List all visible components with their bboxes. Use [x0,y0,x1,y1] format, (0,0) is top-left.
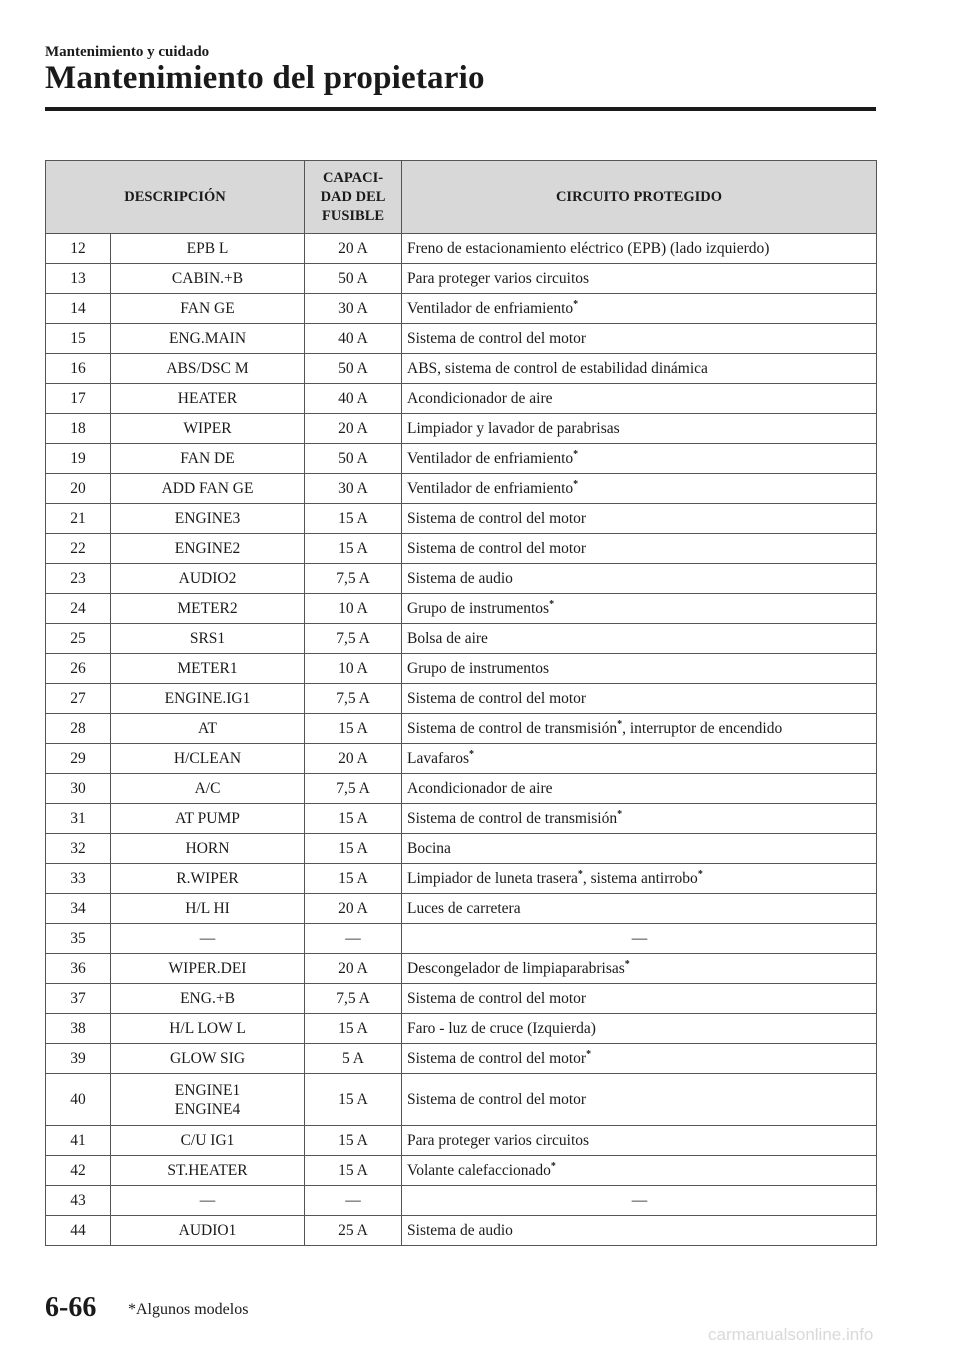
table-row [46,744,877,774]
fuse-capacity-cell: 7,5 A [305,774,402,804]
fuse-description-cell: WIPER [111,414,305,444]
fuse-description-cell: ENG.+B [111,984,305,1014]
circuit-text: Luces de carretera [407,900,521,917]
fuse-description-cell: ENGINE3 [111,504,305,534]
some-models-asterisk: * [624,959,630,970]
table-row [46,264,877,294]
fuse-capacity-cell: 15 A [305,714,402,744]
table-row [46,1014,877,1044]
fuse-capacity-cell: 30 A [305,294,402,324]
circuit-text: Sistema de control de transmisión [407,810,618,827]
fuse-capacity-cell: 15 A [305,864,402,894]
footnote: *Algunos modelos [128,1301,249,1318]
protected-circuit-cell [402,954,877,984]
fuse-number-cell: 35 [46,924,111,954]
fuse-number-cell: 30 [46,774,111,804]
fuse-capacity-cell: 10 A [305,594,402,624]
fuse-capacity-cell: 50 A [305,264,402,294]
fuse-number-cell: 21 [46,504,111,534]
fuse-capacity-cell: 15 A [305,804,402,834]
fuse-description-cell: C/U IG1 [111,1126,305,1156]
protected-circuit-cell [402,594,877,624]
table-row [46,924,877,954]
fuse-number-cell: 37 [46,984,111,1014]
fuse-number-cell: 24 [46,594,111,624]
page-title: Mantenimiento del propietario [45,60,485,96]
fuse-number-cell: 12 [46,234,111,264]
protected-circuit-cell [402,804,877,834]
circuit-text: Sistema de control del motor [407,1091,587,1108]
circuit-text: Limpiador de luneta trasera [407,870,578,887]
protected-circuit-cell [402,1186,877,1216]
fuse-number-cell: 26 [46,654,111,684]
protected-circuit-cell [402,1044,877,1074]
fuse-description-cell: AT [111,714,305,744]
fuse-description-cell: ENG.MAIN [111,324,305,354]
fuse-capacity-cell: 20 A [305,234,402,264]
some-models-asterisk: * [617,809,623,820]
fuse-description-cell: ENGINE2 [111,534,305,564]
protected-circuit-cell [402,354,877,384]
protected-circuit-cell [402,534,877,564]
some-models-asterisk: * [697,869,703,880]
table-row [46,1156,877,1186]
table-row [46,534,877,564]
table-row [46,624,877,654]
table-row [46,294,877,324]
fuse-number-cell: 40 [46,1074,111,1126]
protected-circuit-cell [402,414,877,444]
column-header-protected-circuit: CIRCUITO PROTEGIDO [402,161,877,234]
fuse-description-cell: ENGINE1 ENGINE4 [111,1074,305,1126]
column-header-description: DESCRIPCIÓN [46,161,305,234]
protected-circuit-cell [402,1074,877,1126]
protected-circuit-cell [402,264,877,294]
fuse-description-cell: ABS/DSC M [111,354,305,384]
table-row [46,684,877,714]
protected-circuit-cell [402,654,877,684]
table-row [46,234,877,264]
table-row [46,954,877,984]
table-row [46,834,877,864]
table-row [46,564,877,594]
some-models-asterisk: * [468,749,474,760]
protected-circuit-cell [402,474,877,504]
fuse-number-cell: 33 [46,864,111,894]
circuit-text: Ventilador de enfriamiento [407,480,574,497]
fuse-number-cell: 15 [46,324,111,354]
protected-circuit-cell [402,984,877,1014]
fuse-table [45,160,877,1246]
fuse-capacity-cell: 25 A [305,1216,402,1246]
table-row [46,774,877,804]
circuit-text: , interruptor de encendido [622,720,783,737]
protected-circuit-cell [402,834,877,864]
some-models-asterisk: * [586,1049,592,1060]
table-row [46,354,877,384]
protected-circuit-cell [402,564,877,594]
fuse-capacity-cell: 20 A [305,414,402,444]
fuse-capacity-cell: 7,5 A [305,564,402,594]
fuse-description-cell: GLOW SIG [111,1044,305,1074]
fuse-number-cell: 19 [46,444,111,474]
fuse-number-cell: 22 [46,534,111,564]
circuit-text: — [631,1192,648,1209]
fuse-description-cell: — [111,924,305,954]
protected-circuit-cell [402,714,877,744]
table-row [46,714,877,744]
fuse-description-cell: ADD FAN GE [111,474,305,504]
fuse-description-cell: METER1 [111,654,305,684]
circuit-text: Freno de estacionamiento eléctrico (EPB) (lado izquierdo) [407,240,770,257]
table-row [46,654,877,684]
fuse-description-cell: SRS1 [111,624,305,654]
fuse-description-cell: HORN [111,834,305,864]
fuse-capacity-cell: 50 A [305,444,402,474]
table-row [46,804,877,834]
watermark: carmanualsonline.info [708,1325,874,1344]
fuse-capacity-cell: 15 A [305,504,402,534]
protected-circuit-cell [402,384,877,414]
fuse-capacity-cell: 5 A [305,1044,402,1074]
fuse-description-cell: — [111,1186,305,1216]
fuse-capacity-cell: 40 A [305,384,402,414]
fuse-description-cell: FAN GE [111,294,305,324]
circuit-text: Sistema de control de transmisión [407,720,618,737]
protected-circuit-cell [402,774,877,804]
circuit-text: Sistema de control del motor [407,690,587,707]
fuse-description-cell: H/L HI [111,894,305,924]
circuit-text: Ventilador de enfriamiento [407,450,574,467]
some-models-asterisk: * [573,449,579,460]
circuit-text: — [631,930,648,947]
protected-circuit-cell [402,1216,877,1246]
protected-circuit-cell [402,1126,877,1156]
fuse-capacity-cell: 15 A [305,1126,402,1156]
fuse-capacity-cell: 20 A [305,954,402,984]
fuse-capacity-cell: 10 A [305,654,402,684]
fuse-number-cell: 29 [46,744,111,774]
fuse-number-cell: 28 [46,714,111,744]
fuse-capacity-cell: 15 A [305,534,402,564]
circuit-text: Volante calefaccionado [407,1162,551,1179]
some-models-asterisk: * [550,1161,556,1172]
fuse-description-cell: AT PUMP [111,804,305,834]
fuse-capacity-cell: 50 A [305,354,402,384]
table-row [46,594,877,624]
fuse-capacity-cell: 40 A [305,324,402,354]
table-row [46,864,877,894]
table-row [46,1216,877,1246]
circuit-text: Ventilador de enfriamiento [407,300,574,317]
protected-circuit-cell [402,624,877,654]
fuse-number-cell: 32 [46,834,111,864]
fuse-number-cell: 38 [46,1014,111,1044]
some-models-asterisk: * [577,869,583,880]
table-row [46,1074,877,1126]
circuit-text: Para proteger varios circuitos [407,270,590,287]
circuit-text: , sistema antirrobo [582,870,698,887]
circuit-text: Sistema de control del motor [407,510,587,527]
column-header-fuse-capacity: CAPACI- DAD DEL FUSIBLE [305,161,402,234]
fuse-capacity-cell: 15 A [305,1074,402,1126]
fuse-description-cell: METER2 [111,594,305,624]
table-row [46,894,877,924]
fuse-number-cell: 41 [46,1126,111,1156]
protected-circuit-cell [402,504,877,534]
fuse-capacity-cell: 20 A [305,894,402,924]
section-label: Mantenimiento y cuidado [45,44,210,60]
table-header-row [46,161,877,234]
fuse-number-cell: 17 [46,384,111,414]
circuit-text: Sistema de control del motor [407,330,587,347]
table-row [46,1186,877,1216]
fuse-number-cell: 25 [46,624,111,654]
circuit-text: Sistema de control del motor [407,990,587,1007]
circuit-text: Sistema de control del motor [407,540,587,557]
fuse-capacity-cell: 20 A [305,744,402,774]
fuse-capacity-cell: 7,5 A [305,984,402,1014]
circuit-text: Grupo de instrumentos [407,660,550,677]
fuse-number-cell: 42 [46,1156,111,1186]
fuse-description-cell: H/CLEAN [111,744,305,774]
fuse-description-cell: ENGINE.IG1 [111,684,305,714]
some-models-asterisk: * [549,599,555,610]
fuse-number-cell: 39 [46,1044,111,1074]
fuse-number-cell: 44 [46,1216,111,1246]
fuse-number-cell: 27 [46,684,111,714]
fuse-number-cell: 13 [46,264,111,294]
fuse-number-cell: 34 [46,894,111,924]
fuse-description-cell: EPB L [111,234,305,264]
fuse-capacity-cell: 15 A [305,834,402,864]
table-row [46,1126,877,1156]
table-row [46,504,877,534]
fuse-number-cell: 20 [46,474,111,504]
fuse-number-cell: 43 [46,1186,111,1216]
fuse-description-cell: AUDIO2 [111,564,305,594]
fuse-capacity-cell: 15 A [305,1014,402,1044]
fuse-description-cell: H/L LOW L [111,1014,305,1044]
table-body [46,234,877,1246]
circuit-text: Lavafaros [407,750,469,767]
protected-circuit-cell [402,294,877,324]
fuse-number-cell: 31 [46,804,111,834]
circuit-text: Sistema de control del motor [407,1050,587,1067]
fuse-description-cell: R.WIPER [111,864,305,894]
circuit-text: Acondicionador de aire [407,780,553,797]
table-row [46,324,877,354]
circuit-text: Sistema de audio [407,1222,513,1239]
title-rule [45,107,876,111]
fuse-description-cell: AUDIO1 [111,1216,305,1246]
circuit-text: Limpiador y lavador de parabrisas [407,420,620,437]
fuse-description-cell: HEATER [111,384,305,414]
circuit-text: Descongelador de limpiaparabrisas [407,960,625,977]
fuse-description-cell: CABIN.+B [111,264,305,294]
circuit-text: Para proteger varios circuitos [407,1132,590,1149]
table-row [46,984,877,1014]
protected-circuit-cell [402,234,877,264]
table-row [46,414,877,444]
fuse-capacity-cell: — [305,1186,402,1216]
circuit-text: Sistema de audio [407,570,513,587]
fuse-number-cell: 14 [46,294,111,324]
protected-circuit-cell [402,924,877,954]
fuse-description-cell: FAN DE [111,444,305,474]
table-row [46,444,877,474]
protected-circuit-cell [402,684,877,714]
protected-circuit-cell [402,444,877,474]
some-models-asterisk: * [573,299,579,310]
fuse-number-cell: 18 [46,414,111,444]
protected-circuit-cell [402,744,877,774]
circuit-text: Faro - luz de cruce (Izquierda) [407,1020,596,1037]
page-number: 6-66 [45,1292,97,1323]
circuit-text: Acondicionador de aire [407,390,553,407]
fuse-number-cell: 16 [46,354,111,384]
table-row [46,384,877,414]
fuse-capacity-cell: 30 A [305,474,402,504]
fuse-description-cell: WIPER.DEI [111,954,305,984]
circuit-text: Bocina [407,840,451,857]
table-row [46,1044,877,1074]
fuse-number-cell: 36 [46,954,111,984]
circuit-text: Grupo de instrumentos [407,600,550,617]
fuse-capacity-cell: — [305,924,402,954]
fuse-capacity-cell: 15 A [305,1156,402,1186]
some-models-asterisk: * [617,719,623,730]
fuse-description-cell: A/C [111,774,305,804]
circuit-text: Bolsa de aire [407,630,488,647]
circuit-text: ABS, sistema de control de estabilidad dinámica [407,360,708,377]
protected-circuit-cell [402,1014,877,1044]
fuse-number-cell: 23 [46,564,111,594]
table-row [46,474,877,504]
some-models-asterisk: * [573,479,579,490]
protected-circuit-cell [402,324,877,354]
protected-circuit-cell [402,864,877,894]
fuse-description-cell: ST.HEATER [111,1156,305,1186]
fuse-capacity-cell: 7,5 A [305,624,402,654]
protected-circuit-cell [402,1156,877,1186]
fuse-capacity-cell: 7,5 A [305,684,402,714]
protected-circuit-cell [402,894,877,924]
